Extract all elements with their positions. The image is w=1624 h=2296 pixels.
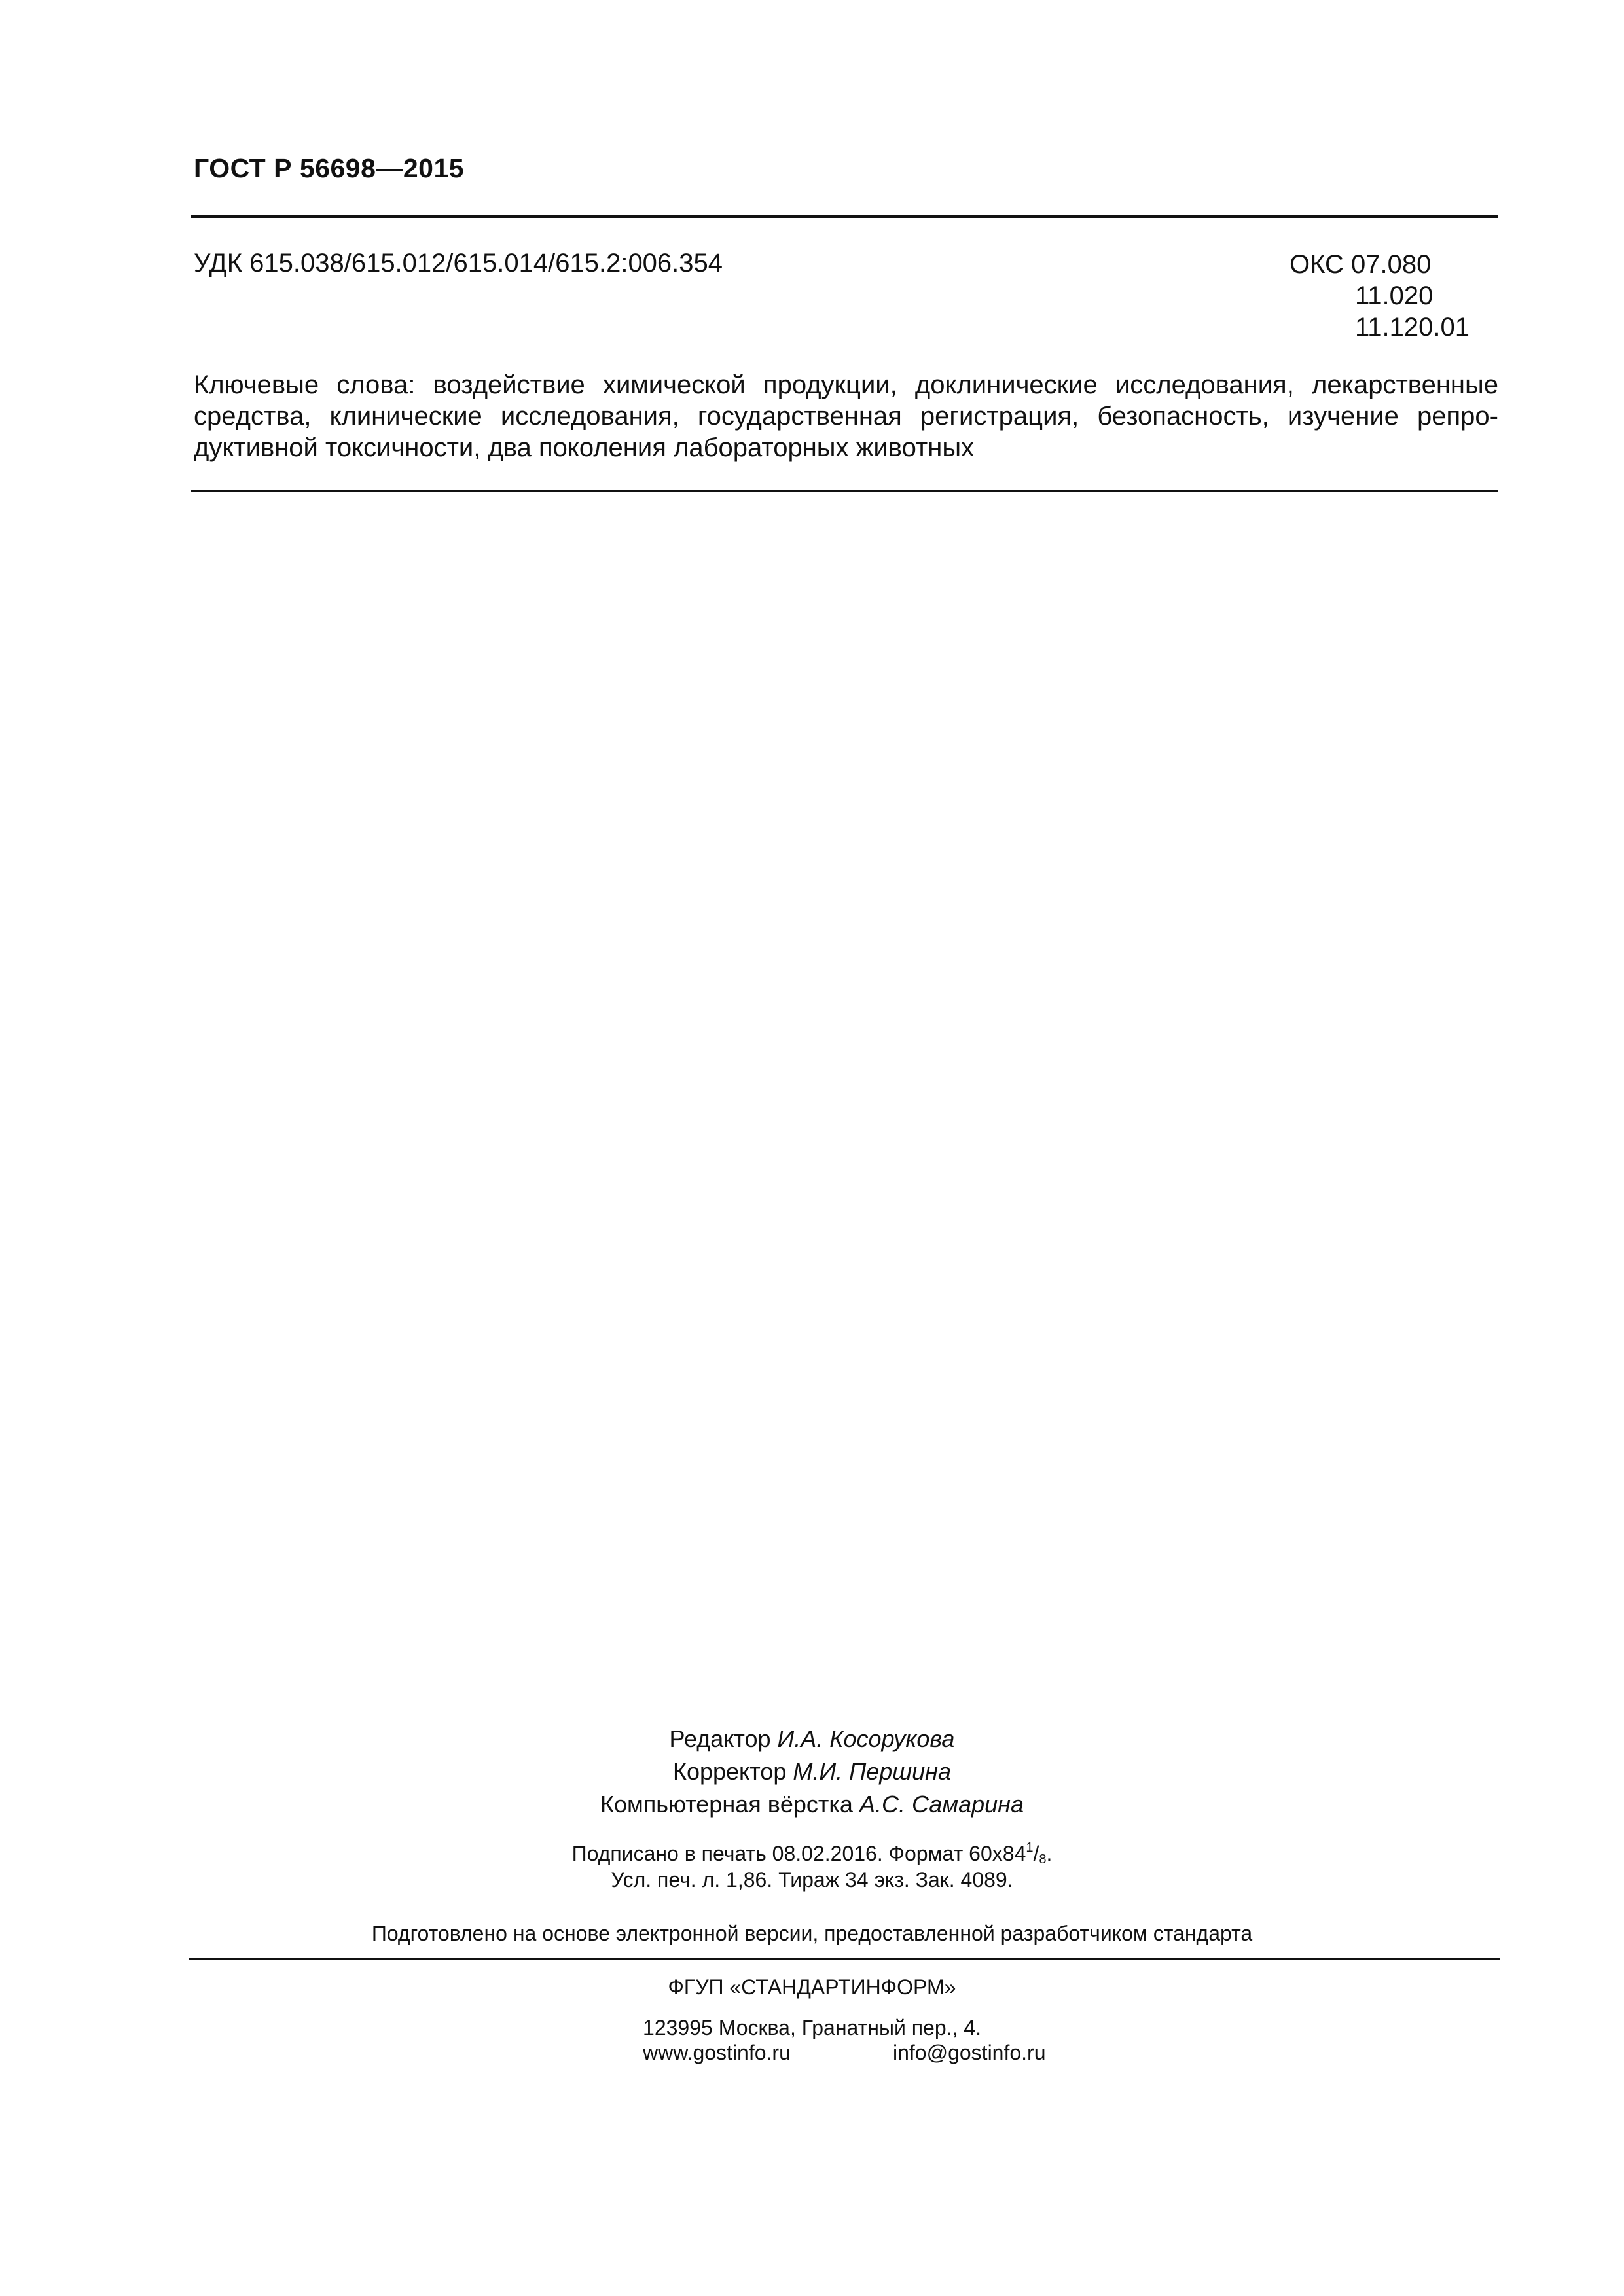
publisher-email: info@gostinfo.ru xyxy=(893,2041,1046,2064)
format-slash: / xyxy=(1033,1842,1039,1865)
signed-text: Подписано в печать 08.02.2016. Формат 60x84 xyxy=(571,1842,1026,1865)
editor-name: И.А. Косорукова xyxy=(777,1725,955,1752)
imprint-divider xyxy=(189,1958,1500,1960)
editor-line xyxy=(0,1723,1624,1755)
corrector-line xyxy=(0,1755,1624,1788)
standard-designation: ГОСТ Р 56698—2015 xyxy=(194,153,465,183)
keywords-paragraph: Ключевые слова: воздействие химической продукции, доклинические исследования, лекарственные средства, клинические исследования, государственная регистрация, безопасность, изучение репродуктивной токсичности, два поколения лабораторных животных xyxy=(194,370,1498,462)
layout-line xyxy=(0,1788,1624,1821)
layout-name: А.С. Самарина xyxy=(859,1791,1024,1818)
top-divider xyxy=(191,215,1498,218)
format-numerator: 1 xyxy=(1026,1840,1034,1855)
publisher-address: 123995 Москва, Гранатный пер., 4. xyxy=(643,2016,981,2039)
print-details-line: Усл. печ. л. 1,86. Тираж 34 экз. Зак. 4089. xyxy=(611,1868,1013,1892)
publisher-website: www.gostinfo.ru xyxy=(643,2041,791,2064)
print-signed-line xyxy=(0,1840,1624,1867)
format-end: . xyxy=(1046,1842,1053,1865)
editor-label: Редактор xyxy=(669,1725,771,1752)
oks-line-3: 11.120.01 xyxy=(1355,313,1470,342)
udk-code: УДК 615.038/615.012/615.014/615.2:006.354 xyxy=(194,249,723,278)
corrector-name: М.И. Першина xyxy=(793,1758,951,1785)
oks-line-2: 11.020 xyxy=(1355,281,1434,310)
keywords-divider xyxy=(191,490,1498,492)
layout-label: Компьютерная вёрстка xyxy=(600,1791,853,1818)
prepared-note: Подготовлено на основе электронной версии, предоставленной разработчиком стандарта xyxy=(371,1922,1253,1945)
oks-codes xyxy=(1290,249,1486,343)
format-denominator: 8 xyxy=(1039,1852,1047,1867)
corrector-label: Корректор xyxy=(673,1758,787,1785)
oks-line-1: ОКС 07.080 xyxy=(1290,250,1432,279)
publisher-name: ФГУП «СТАНДАРТИНФОРМ» xyxy=(668,1975,956,1999)
